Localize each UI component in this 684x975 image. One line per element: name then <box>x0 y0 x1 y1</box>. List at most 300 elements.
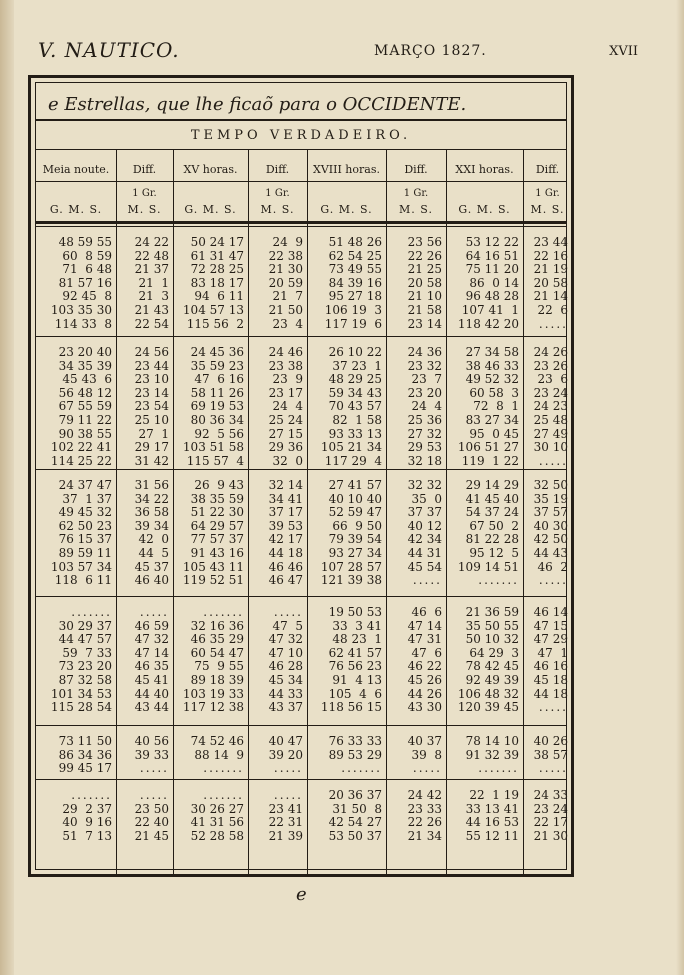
table-cell: 61 31 47 <box>190 248 244 263</box>
table-cell: 121 39 38 <box>320 573 382 588</box>
table-cell: 76 33 33 <box>328 734 382 748</box>
table-cell: 22 31 <box>268 815 303 830</box>
table-cell: 58 11 26 <box>190 385 244 400</box>
table-cell: 21 14 <box>533 289 568 304</box>
table-row <box>36 560 566 574</box>
table-cell: 21 30 <box>533 828 568 843</box>
table-cell: 44 18 <box>268 546 303 560</box>
table-cell: 24 23 <box>533 399 568 414</box>
table-row <box>36 359 566 373</box>
column-units: G. M. S. <box>320 203 373 216</box>
table-subtitle: e Estrellas, que lhe ficaõ para o OCCIDENTE. <box>48 94 467 115</box>
table-cell: 73 23 20 <box>58 659 112 674</box>
table-cell: 41 31 56 <box>190 815 244 830</box>
table-cell: ..... <box>412 573 442 588</box>
table-cell: 39 20 <box>268 747 303 762</box>
table-cell: 67 50 2 <box>469 518 519 533</box>
table-cell: 23 14 <box>134 385 169 400</box>
table-cell: 23 38 <box>268 358 303 373</box>
table-cell: 29 17 <box>134 440 169 455</box>
table-cell: 78 42 45 <box>465 659 519 674</box>
table-cell: 46 59 <box>134 618 169 633</box>
table-cell: 45 54 <box>407 559 442 574</box>
table-cell: 23 6 <box>537 372 568 387</box>
table-cell: ....... <box>71 605 112 619</box>
table-cell: 33 13 41 <box>465 801 519 816</box>
table-cell: 23 20 40 <box>58 345 112 359</box>
column-unit-degree: 1 Gr. <box>535 188 560 199</box>
table-cell: 35 59 23 <box>190 358 244 373</box>
table-row <box>36 802 566 816</box>
table-cell: 83 27 34 <box>465 413 519 427</box>
table-cell: 24 46 <box>268 345 303 359</box>
table-cell: 101 34 53 <box>50 686 112 701</box>
table-cell: 27 1 <box>138 426 169 441</box>
column-units: G. M. S. <box>49 203 103 216</box>
table-cell: 21 7 <box>272 289 303 304</box>
table-cell: 38 46 33 <box>465 358 519 373</box>
column-heading: Diff. <box>265 163 290 176</box>
table-cell: ....... <box>478 761 519 776</box>
table-cell: 21 3 <box>138 289 169 304</box>
table-cell: 39 33 <box>134 747 169 762</box>
table-cell: 106 51 27 <box>457 440 519 455</box>
block-separator <box>36 779 566 780</box>
table-cell: 32 16 36 <box>190 618 244 633</box>
table-cell: 22 26 <box>407 815 442 830</box>
table-row <box>36 478 566 492</box>
table-row <box>36 492 566 506</box>
table-cell: 62 50 23 <box>58 518 112 533</box>
table-row <box>36 303 566 317</box>
table-cell: 70 43 57 <box>328 399 382 414</box>
table-cell: 47 15 <box>533 618 568 633</box>
table-cell: 106 19 3 <box>324 303 382 317</box>
table-row <box>36 815 566 829</box>
table-cell: ..... <box>273 788 303 802</box>
column-unit-degree: 1 Gr. <box>403 188 429 199</box>
table-cell: 31 50 8 <box>332 801 382 816</box>
table-cell: 24 42 <box>407 788 442 802</box>
table-cell: 19 50 53 <box>328 605 382 619</box>
table-cell: 47 6 <box>411 645 442 660</box>
table-cell: 41 45 40 <box>465 491 519 506</box>
table-cell: 34 22 <box>134 491 169 506</box>
table-cell: 60 58 3 <box>469 385 519 400</box>
table-cell: 115 56 2 <box>186 316 244 331</box>
table-cell: 22 16 <box>533 248 568 263</box>
table-cell: 95 12 5 <box>469 546 519 560</box>
table-cell: 38 35 59 <box>190 491 244 506</box>
table-cell: 23 24 <box>533 385 568 400</box>
table-cell: 24 56 <box>134 345 169 359</box>
table-cell: 49 45 32 <box>58 505 112 520</box>
table-cell: 44 18 <box>533 686 568 701</box>
table-cell: 23 9 <box>272 372 303 387</box>
table-cell: 103 19 33 <box>182 686 244 701</box>
table-cell: 81 57 16 <box>58 275 112 290</box>
table-cell: 54 37 24 <box>465 505 519 520</box>
table-cell: ..... <box>139 605 169 619</box>
table-cell: 52 59 47 <box>328 505 382 520</box>
table-cell: 23 24 <box>533 801 568 816</box>
table-cell: 29 36 <box>268 440 303 455</box>
table-cell: 46 47 <box>268 573 303 588</box>
table-cell: 91 4 13 <box>332 673 382 687</box>
column-heading: XVIII horas. <box>313 163 380 176</box>
table-cell: 23 26 <box>533 358 568 373</box>
table-cell: 44 43 <box>533 546 568 560</box>
table-cell: 88 14 9 <box>194 747 244 762</box>
table-cell: 86 34 36 <box>58 747 112 762</box>
table-cell: 31 42 <box>134 453 169 468</box>
table-cell: 106 48 32 <box>457 686 519 701</box>
table-cell: 46 6 <box>411 605 442 619</box>
table-cell: 40 12 <box>407 518 442 533</box>
column-units: M. S. <box>399 203 433 216</box>
table-cell: 53 12 22 <box>465 235 519 249</box>
table-cell: 47 1 <box>537 645 568 660</box>
table-cell: 84 39 16 <box>328 275 382 290</box>
table-cell: 60 8 59 <box>62 248 112 263</box>
table-cell: 21 30 <box>268 262 303 277</box>
table-cell: 86 0 14 <box>469 275 519 290</box>
column-units: M. S. <box>530 203 565 216</box>
table-cell: 29 2 37 <box>62 801 112 816</box>
table-cell: 42 50 <box>533 532 568 547</box>
table-cell: 82 1 58 <box>332 413 382 427</box>
table-cell: ..... <box>412 761 442 776</box>
table-frame <box>28 75 574 877</box>
table-cell: 45 37 <box>134 559 169 574</box>
table-cell: 24 26 <box>533 345 568 359</box>
table-cell: 74 52 46 <box>190 734 244 748</box>
table-cell: 22 54 <box>134 316 169 331</box>
table-row <box>36 262 566 276</box>
table-cell: 45 34 <box>268 673 303 687</box>
column-units: G. M. S. <box>184 203 237 216</box>
table-row <box>36 440 566 454</box>
table-row <box>36 235 566 249</box>
table-row <box>36 734 566 748</box>
table-cell: 45 26 <box>407 673 442 687</box>
table-cell: 79 39 54 <box>328 532 382 547</box>
table-cell: 23 33 <box>407 801 442 816</box>
table-cell: 21 43 <box>134 303 169 317</box>
table-cell: 27 34 58 <box>465 345 519 359</box>
table-cell: 77 57 37 <box>190 532 244 547</box>
table-cell: 37 1 37 <box>62 491 112 506</box>
table-cell: 27 41 57 <box>328 478 382 492</box>
table-cell: ..... <box>538 761 568 776</box>
table-row <box>36 276 566 290</box>
table-cell: 24 22 <box>134 235 169 249</box>
table-cell: 44 40 <box>134 686 169 701</box>
table-cell: ....... <box>203 788 244 802</box>
table-cell: 104 57 13 <box>182 303 244 317</box>
table-cell: 118 6 11 <box>54 573 112 588</box>
table-cell: 40 56 <box>134 734 169 748</box>
table-cell: 50 10 32 <box>465 632 519 647</box>
header-right: XVII <box>609 44 638 59</box>
table-row <box>36 427 566 441</box>
table-cell: 24 9 <box>272 235 303 249</box>
table-row <box>36 761 566 775</box>
table-cell: 92 5 56 <box>194 426 244 441</box>
table-row <box>36 632 566 646</box>
column-units: M. S. <box>260 203 295 216</box>
table-cell: 69 19 53 <box>190 399 244 414</box>
table-cell: 67 55 59 <box>58 399 112 414</box>
table-cell: 103 51 58 <box>182 440 244 455</box>
table-cell: 107 28 57 <box>320 559 382 574</box>
table-cell: 46 22 <box>407 659 442 674</box>
table-cell: 46 14 <box>533 605 568 619</box>
table-cell: 25 36 <box>407 413 442 427</box>
table-cell: 23 50 <box>134 801 169 816</box>
table-cell: 30 10 <box>533 440 568 455</box>
table-cell: 47 10 <box>268 645 303 660</box>
table-cell: 47 32 <box>134 632 169 647</box>
table-cell: 73 49 55 <box>328 262 382 277</box>
table-cell: 33 3 41 <box>332 618 382 633</box>
table-cell: 21 39 <box>268 828 303 843</box>
table-cell: 44 16 53 <box>465 815 519 830</box>
table-cell: 20 58 <box>407 275 442 290</box>
table-cell: ....... <box>341 761 382 776</box>
table-cell: 42 34 <box>407 532 442 547</box>
table-cell: 59 34 43 <box>328 385 382 400</box>
table-row <box>36 748 566 762</box>
table-cell: 21 1 <box>138 275 169 290</box>
table-cell: 91 43 16 <box>190 546 244 560</box>
table-cell: 29 53 <box>407 440 442 455</box>
table-cell: 37 23 1 <box>332 358 382 373</box>
table-cell: 99 45 17 <box>58 761 112 776</box>
table-cell: 115 28 54 <box>50 700 112 715</box>
table-cell: 37 37 <box>407 505 442 520</box>
column-heading: Diff. <box>132 163 157 176</box>
table-cell: 32 0 <box>272 453 303 468</box>
table-cell: 34 41 <box>268 491 303 506</box>
column-units: G. M. S. <box>458 203 511 216</box>
page-edge-left <box>0 0 14 975</box>
table-cell: 46 40 <box>134 573 169 588</box>
table-cell: 46 46 <box>268 559 303 574</box>
page-edge-right <box>676 0 684 975</box>
table-cell: 95 0 45 <box>469 426 519 441</box>
table-cell: 47 6 16 <box>194 372 244 387</box>
table-cell: 32 18 <box>407 453 442 468</box>
table-cell: 73 11 50 <box>58 734 112 748</box>
table-cell: 42 17 <box>268 532 303 547</box>
table-cell: 105 4 6 <box>328 686 382 701</box>
table-cell: 42 54 27 <box>328 815 382 830</box>
table-cell: 32 14 <box>268 478 303 492</box>
table-cell: ..... <box>538 700 568 715</box>
table-cell: 47 14 <box>407 618 442 633</box>
table-cell: 22 26 <box>407 248 442 263</box>
table-cell: 23 7 <box>411 372 442 387</box>
table-cell: 44 33 <box>268 686 303 701</box>
table-cell: 51 22 30 <box>190 505 244 520</box>
table-cell: 92 45 8 <box>62 289 112 304</box>
table-cell: 95 27 18 <box>328 289 382 304</box>
table-cell: 114 33 8 <box>54 316 112 331</box>
table-row <box>36 519 566 533</box>
table-cell: 107 41 1 <box>461 303 519 317</box>
table-cell: 119 52 51 <box>182 573 244 588</box>
table-cell: 40 30 <box>533 518 568 533</box>
table-cell: 48 59 55 <box>58 235 112 249</box>
table-cell: ....... <box>203 605 244 619</box>
table-row <box>36 646 566 660</box>
table-cell: 118 56 15 <box>320 700 382 715</box>
table-cell: 32 32 <box>407 478 442 492</box>
block-separator <box>36 336 566 337</box>
section-title: TEMPO VERDADEIRO. <box>190 128 412 143</box>
table-cell: 29 14 29 <box>465 478 519 492</box>
table-cell: 71 6 48 <box>62 262 112 277</box>
table-cell: 51 48 26 <box>328 235 382 249</box>
table-cell: 38 57 <box>533 747 568 762</box>
table-cell: 20 58 <box>533 275 568 290</box>
table-row <box>36 345 566 359</box>
table-cell: 21 45 <box>134 828 169 843</box>
table-cell: 43 37 <box>268 700 303 715</box>
table-cell: 22 38 <box>268 248 303 263</box>
table-cell: ....... <box>478 573 519 588</box>
table-cell: 22 48 <box>134 248 169 263</box>
table-cell: 35 50 55 <box>465 618 519 633</box>
table-cell: 47 32 <box>268 632 303 647</box>
table-cell: 48 23 1 <box>332 632 382 647</box>
table-cell: 102 22 41 <box>50 440 112 455</box>
column-units: M. S. <box>127 203 162 216</box>
table-cell: 117 12 38 <box>182 700 244 715</box>
table-cell: 94 6 11 <box>194 289 244 304</box>
table-cell: 46 28 <box>268 659 303 674</box>
table-cell: 90 38 55 <box>58 426 112 441</box>
table-row <box>36 317 566 331</box>
table-cell: 47 14 <box>134 645 169 660</box>
table-cell: 20 36 37 <box>328 788 382 802</box>
table-cell: 21 36 59 <box>465 605 519 619</box>
table-cell: 89 59 11 <box>58 546 112 560</box>
table-cell: 40 26 <box>533 734 568 748</box>
table-cell: 64 29 57 <box>190 518 244 533</box>
table-cell: 52 28 58 <box>190 828 244 843</box>
column-heading: XV horas. <box>183 163 238 176</box>
table-cell: 21 50 <box>268 303 303 317</box>
table-row <box>36 687 566 701</box>
table-cell: 44 5 <box>138 546 169 560</box>
table-row <box>36 829 566 843</box>
table-cell: ..... <box>273 761 303 776</box>
table-row <box>36 454 566 468</box>
table-cell: 120 39 45 <box>457 700 519 715</box>
column-heading: XXI horas. <box>455 163 514 176</box>
table-cell: 26 9 43 <box>194 478 244 492</box>
header-middle: MARÇO 1827. <box>374 43 487 59</box>
table-cell: 20 59 <box>268 275 303 290</box>
table-row <box>36 372 566 386</box>
table-cell: 55 12 11 <box>465 828 519 843</box>
column-unit-degree: 1 Gr. <box>132 188 157 199</box>
table-cell: 109 14 51 <box>457 559 519 574</box>
table-cell: 43 30 <box>407 700 442 715</box>
table-cell: 118 42 20 <box>457 316 519 331</box>
table-cell: 23 14 <box>407 316 442 331</box>
table-row <box>36 413 566 427</box>
table-cell: 93 33 13 <box>328 426 382 441</box>
table-cell: 78 14 10 <box>465 734 519 748</box>
table-cell: 23 10 <box>134 372 169 387</box>
table-cell: 21 19 <box>533 262 568 277</box>
table-cell: ..... <box>538 453 568 468</box>
table-cell: 117 19 6 <box>324 316 382 331</box>
block-separator <box>36 469 566 470</box>
table-cell: 93 27 34 <box>328 546 382 560</box>
table-cell: 34 35 39 <box>58 358 112 373</box>
table-cell: 72 8 1 <box>473 399 519 414</box>
table-cell: 119 1 22 <box>461 453 519 468</box>
table-cell: 79 11 22 <box>58 413 112 427</box>
table-cell: 43 44 <box>134 700 169 715</box>
table-cell: 50 24 17 <box>190 235 244 249</box>
table-cell: 60 54 47 <box>190 645 244 660</box>
table-cell: ..... <box>139 788 169 802</box>
table-cell: 48 29 25 <box>328 372 382 387</box>
table-cell: 24 4 <box>272 399 303 414</box>
table-cell: 40 9 16 <box>62 815 112 830</box>
table-cell: 39 8 <box>411 747 442 762</box>
table-cell: 40 47 <box>268 734 303 748</box>
table-row <box>36 605 566 619</box>
table-cell: 91 32 39 <box>465 747 519 762</box>
table-cell: 22 17 <box>533 815 568 830</box>
table-cell: 117 29 4 <box>324 453 382 468</box>
table-cell: 64 16 51 <box>465 248 519 263</box>
table-cell: 23 44 <box>533 235 568 249</box>
table-cell: 23 17 <box>268 385 303 400</box>
table-row <box>36 788 566 802</box>
table-row <box>36 249 566 263</box>
table-cell: 46 16 <box>533 659 568 674</box>
table-row <box>36 546 566 560</box>
table-cell: 76 15 37 <box>58 532 112 547</box>
table-cell: 39 53 <box>268 518 303 533</box>
table-cell: 103 35 30 <box>50 303 112 317</box>
table-row <box>36 386 566 400</box>
table-cell: 24 45 36 <box>190 345 244 359</box>
column-unit-degree: 1 Gr. <box>265 188 290 199</box>
table-cell: 105 43 11 <box>182 559 244 574</box>
table-cell: 23 54 <box>134 399 169 414</box>
table-inner <box>35 82 567 870</box>
table-cell: 42 0 <box>138 532 169 547</box>
table-row <box>36 573 566 587</box>
table-cell: 23 32 <box>407 358 442 373</box>
table-cell: 49 52 32 <box>465 372 519 387</box>
block-separator <box>36 725 566 726</box>
table-cell: ..... <box>538 316 568 331</box>
table-cell: 46 35 29 <box>190 632 244 647</box>
table-cell: 76 56 23 <box>328 659 382 674</box>
table-cell: ....... <box>203 761 244 776</box>
table-cell: 89 53 29 <box>328 747 382 762</box>
table-cell: 27 49 <box>533 426 568 441</box>
